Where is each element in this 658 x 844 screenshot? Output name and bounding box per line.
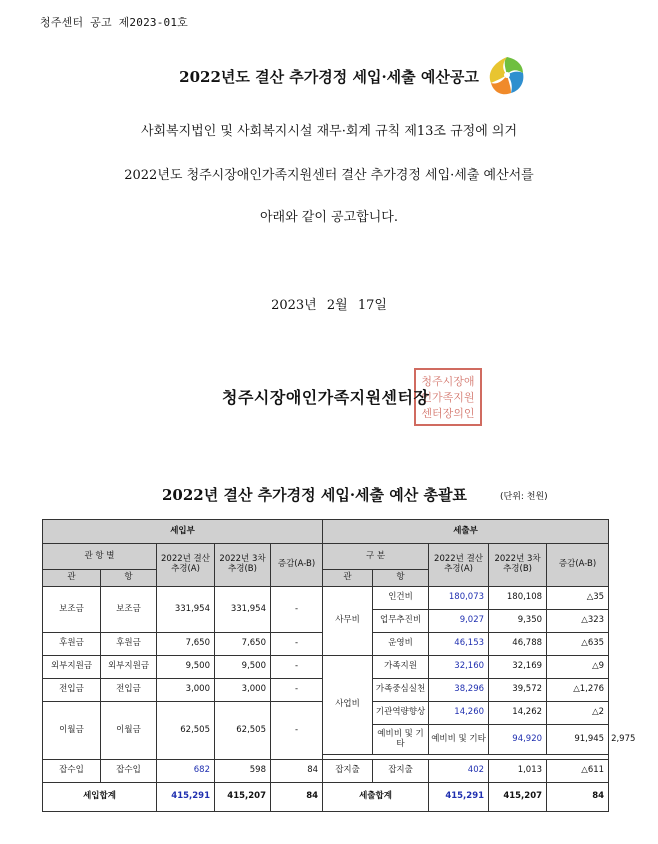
revenue-diff-cell: - (271, 656, 323, 679)
svg-text:센터장의인: 센터장의인 (421, 407, 475, 420)
expense-b-cell: 1,013 (489, 760, 547, 783)
col-expense-gwan: 관 (323, 570, 373, 587)
svg-text:인가족지원: 인가족지원 (421, 391, 475, 404)
revenue-hang-cell: 후원금 (101, 633, 157, 656)
revenue-gwan-cell: 후원금 (43, 633, 101, 656)
expense-total-a: 415,291 (429, 783, 489, 812)
revenue-diff-cell: 84 (271, 760, 323, 783)
table-row (43, 760, 609, 783)
expense-b-cell: 9,350 (489, 610, 547, 633)
expense-b-cell: 39,572 (489, 679, 547, 702)
col-expense-b: 2022년 3차추경(B) (489, 544, 547, 587)
revenue-hang-cell: 보조금 (101, 587, 157, 633)
col-revenue-diff: 증감(A-B) (271, 544, 323, 587)
expense-hang-cell: 기관역량향상 (373, 702, 429, 725)
body-line-3: 아래와 같이 공고합니다. (260, 210, 398, 225)
revenue-hang-cell: 잡수입 (101, 760, 157, 783)
revenue-b-cell: 331,954 (215, 587, 271, 633)
revenue-gwan-cell: 이월금 (43, 702, 101, 760)
revenue-gwan-cell: 외부지원금 (43, 656, 101, 679)
col-revenue-gwan: 관 (43, 570, 101, 587)
col-gwanhangmok: 관 항 별 (43, 544, 157, 570)
expense-a-cell: 9,027 (429, 610, 489, 633)
expense-hang-cell: 가족지원 (373, 656, 429, 679)
expense-hang-cell: 업무추진비 (373, 610, 429, 633)
expense-gwan-cell: 잡지출 (323, 760, 373, 783)
expense-hang-cell: 운영비 (373, 633, 429, 656)
organization-name: 청주시장애인가족지원센터장 (222, 388, 430, 407)
expense-hang-cell: 인건비 (373, 587, 429, 610)
expense-total-label: 세출합계 (323, 783, 429, 812)
col-revenue-hang: 항 (101, 570, 157, 587)
col-expense-hang: 항 (373, 570, 429, 587)
expense-diff-cell: △9 (547, 656, 609, 679)
revenue-a-cell: 3,000 (157, 679, 215, 702)
expense-hang-cell: 잡지출 (373, 760, 429, 783)
revenue-header: 세입부 (43, 520, 323, 544)
expense-a-cell: 32,160 (429, 656, 489, 679)
expense-header: 세출부 (323, 520, 609, 544)
expense-diff-cell: △1,276 (547, 679, 609, 702)
body-line-1: 사회복지법인 및 사회복지시설 재무·회계 규칙 제13조 규정에 의거 (140, 124, 518, 139)
expense-diff-cell: △2 (547, 702, 609, 725)
revenue-hang-cell: 이월금 (101, 702, 157, 760)
revenue-gwan-cell: 전입금 (43, 679, 101, 702)
revenue-a-cell: 682 (157, 760, 215, 783)
unit-note: (단위: 천원) (500, 492, 548, 502)
expense-b-cell: 91,945 (547, 725, 609, 755)
expense-total-b: 415,207 (489, 783, 547, 812)
revenue-diff-cell: - (271, 587, 323, 633)
revenue-b-cell: 7,650 (215, 633, 271, 656)
col-gubun: 구 분 (323, 544, 429, 570)
revenue-a-cell: 7,650 (157, 633, 215, 656)
revenue-b-cell: 9,500 (215, 656, 271, 679)
notice-date: 2023년 2월 17일 (271, 298, 387, 313)
expense-total-diff: 84 (547, 783, 609, 812)
revenue-diff-cell: - (271, 702, 323, 760)
expense-group-project: 사업비 (323, 656, 373, 755)
revenue-total-a: 415,291 (157, 783, 215, 812)
expense-hang-cell: 가족중심실천 (373, 679, 429, 702)
revenue-diff-cell: - (271, 679, 323, 702)
expense-b-cell: 32,169 (489, 656, 547, 679)
expense-a-cell: 180,073 (429, 587, 489, 610)
table-row (43, 656, 609, 679)
revenue-total-label: 세입합계 (43, 783, 157, 812)
expense-diff-cell: △323 (547, 610, 609, 633)
expense-diff-cell: △611 (547, 760, 609, 783)
table-row (43, 587, 609, 610)
budget-summary-table (42, 519, 636, 812)
revenue-hang-cell: 외부지원금 (101, 656, 157, 679)
revenue-a-cell: 331,954 (157, 587, 215, 633)
revenue-b-cell: 598 (215, 760, 271, 783)
svg-text:청주시장애: 청주시장애 (421, 375, 475, 388)
expense-b-cell: 46,788 (489, 633, 547, 656)
table-row: 예비비 및 기타 예비비 및 기타 94,920 91,945 2,975 (43, 725, 609, 755)
total-row (43, 783, 609, 812)
table-title: 2022년 결산 추가경정 세입·세출 예산 총괄표 (162, 486, 467, 504)
expense-a-cell: 402 (429, 760, 489, 783)
expense-a-cell: 14,260 (429, 702, 489, 725)
col-expense-diff: 증감(A-B) (547, 544, 609, 587)
expense-diff-cell: △635 (547, 633, 609, 656)
expense-b-cell: 180,108 (489, 587, 547, 610)
notice-number: 청주센터 공고 제2023-01호 (40, 16, 189, 29)
revenue-a-cell: 62,505 (157, 702, 215, 760)
expense-a-cell: 38,296 (429, 679, 489, 702)
organization-logo-icon (487, 55, 527, 97)
revenue-total-b: 415,207 (215, 783, 271, 812)
expense-gwan-cell: 예비비 및 기타 (373, 725, 429, 755)
revenue-total-diff: 84 (271, 783, 323, 812)
body-line-2: 2022년도 청주시장애인가족지원센터 결산 추가경정 세입·세출 예산서를 (124, 168, 534, 183)
revenue-gwan-cell: 잡수입 (43, 760, 101, 783)
revenue-b-cell: 62,505 (215, 702, 271, 760)
col-expense-a: 2022년 결산추경(A) (429, 544, 489, 587)
revenue-diff-cell: - (271, 633, 323, 656)
revenue-a-cell: 9,500 (157, 656, 215, 679)
expense-a-cell: 94,920 (489, 725, 547, 755)
expense-hang-cell: 예비비 및 기타 (429, 725, 489, 755)
revenue-gwan-cell: 보조금 (43, 587, 101, 633)
revenue-hang-cell: 전입금 (101, 679, 157, 702)
expense-diff-cell: △35 (547, 587, 609, 610)
expense-b-cell: 14,262 (489, 702, 547, 725)
revenue-b-cell: 3,000 (215, 679, 271, 702)
expense-group-office: 사무비 (323, 587, 373, 656)
col-revenue-b: 2022년 3차추경(B) (215, 544, 271, 587)
col-revenue-a: 2022년 결산추경(A) (157, 544, 215, 587)
expense-a-cell: 46,153 (429, 633, 489, 656)
page-title: 2022년도 결산 추가경정 세입·세출 예산공고 (179, 68, 479, 86)
